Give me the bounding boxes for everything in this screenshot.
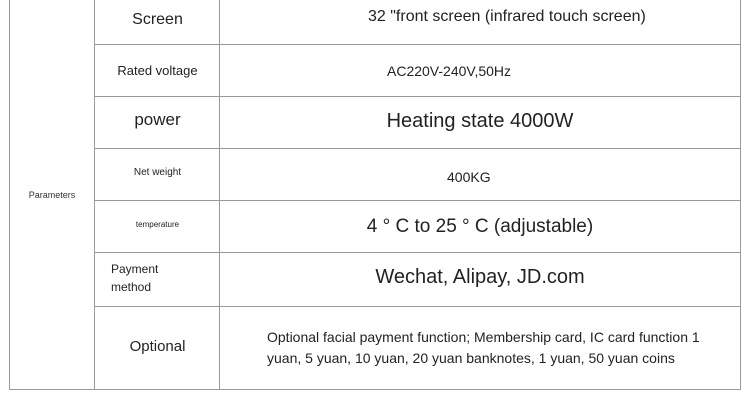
table-border-right bbox=[740, 0, 741, 390]
row-value-screen: 32 "front screen (infrared touch screen) bbox=[368, 8, 646, 25]
row-value-payment-method: Wechat, Alipay, JD.com bbox=[375, 265, 585, 288]
row-value-net-weight: 400KG bbox=[447, 168, 491, 185]
row-name-payment-method: Payment method bbox=[111, 262, 159, 294]
row-name-net-weight: Net weight bbox=[133, 167, 182, 178]
section-label-parameters: Parameters bbox=[28, 190, 76, 200]
table-border-bottom bbox=[9, 389, 741, 390]
row-value-optional: Optional facial payment function; Membership card, IC card function 1 yuan, 5 yuan, 10 yuan, 20 yuan banknotes, 1 yuan, 50 yuan coins bbox=[267, 329, 700, 366]
table-divider-section bbox=[94, 0, 95, 390]
row-value-temperature: 4 ° C to 25 ° C (adjustable) bbox=[366, 215, 594, 237]
row-name-rated-voltage: Rated voltage bbox=[117, 63, 198, 78]
row-name-temperature: temperature bbox=[135, 220, 180, 229]
row-name-optional: Optional bbox=[129, 337, 186, 355]
row-value-power: Heating state 4000W bbox=[386, 109, 574, 132]
row-name-screen: Screen bbox=[132, 11, 183, 28]
row-value-rated-voltage: AC220V-240V,50Hz bbox=[387, 62, 512, 79]
row-name-power: power bbox=[134, 110, 181, 129]
